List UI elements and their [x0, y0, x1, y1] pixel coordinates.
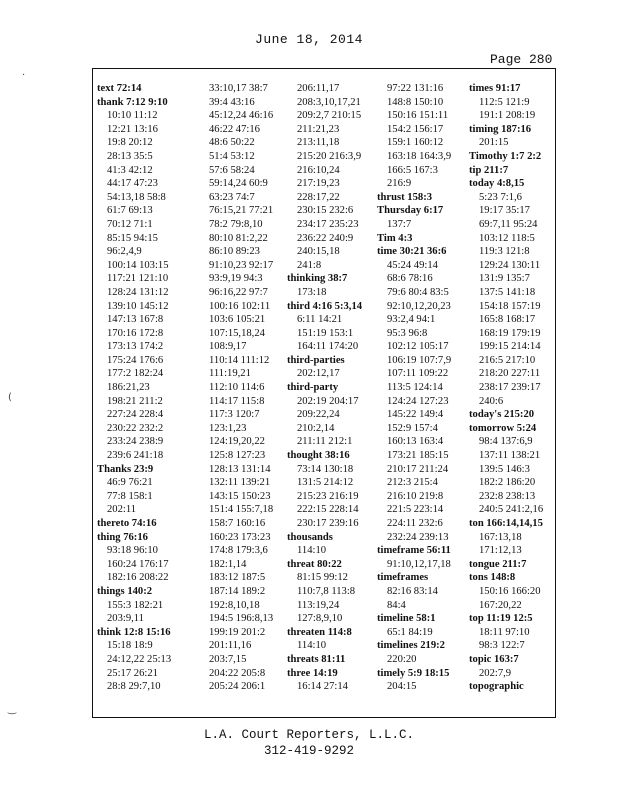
- index-reference: 220:20: [387, 653, 417, 665]
- index-reference: 63:23 74:7: [209, 191, 255, 203]
- index-term: things 140:2: [97, 585, 153, 597]
- index-reference: 232:8 238:13: [479, 490, 536, 502]
- index-reference: 61:7 69:13: [107, 205, 153, 217]
- index-reference: 92:10,12,20,23: [387, 300, 451, 312]
- index-term: tons 148:8: [469, 572, 516, 584]
- index-reference: 46:22 47:16: [209, 123, 260, 135]
- index-term: timing 187:16: [469, 123, 532, 135]
- index-reference: 203:9,11: [107, 613, 144, 625]
- index-reference: 107:15,18,24: [209, 327, 265, 339]
- index-reference: 96:2,4,9: [107, 246, 142, 258]
- index-reference: 112:10 114:6: [209, 382, 265, 394]
- index-reference: 206:11,17: [297, 83, 340, 94]
- index-reference: 128:13 131:14: [209, 463, 271, 475]
- footer-company: L.A. Court Reporters, L.L.C.: [203, 728, 415, 742]
- index-reference: 51:4 53:12: [209, 150, 255, 162]
- index-reference: 137:11 138:21: [479, 450, 541, 462]
- index-reference: 93:18 96:10: [107, 545, 158, 557]
- index-term: tip 211:7: [469, 164, 509, 176]
- index-term: threats 81:11: [287, 653, 346, 665]
- index-reference: 150:16 166:20: [479, 585, 541, 597]
- index-term: Thanks 23:9: [97, 463, 154, 475]
- index-reference: 73:14 130:18: [297, 463, 354, 475]
- index-reference: 155:3 182:21: [107, 599, 164, 611]
- index-reference: 213:11,18: [297, 137, 340, 149]
- index-reference: 240:5 241:2,16: [479, 504, 544, 516]
- index-reference: 199:19 201:2: [209, 626, 266, 638]
- scan-mark: (: [8, 392, 12, 403]
- index-reference: 227:24 228:4: [107, 409, 164, 421]
- index-term: thinking 38:7: [287, 273, 348, 285]
- index-term: thrust 158:3: [377, 191, 433, 203]
- index-reference: 234:17 235:23: [297, 218, 359, 230]
- index-reference: 160:13 163:4: [387, 436, 444, 448]
- index-reference: 85:15 94:15: [107, 232, 158, 244]
- index-reference: 77:8 158:1: [107, 490, 153, 502]
- index-reference: 98:4 137:6,9: [479, 436, 533, 448]
- index-term: ton 166:14,14,15: [469, 518, 543, 529]
- index-reference: 41:3 42:12: [107, 164, 153, 176]
- index-reference: 98:3 122:7: [479, 640, 525, 652]
- index-reference: 127:8,9,10: [297, 613, 343, 625]
- index-term: timeline 58:1: [377, 613, 436, 625]
- index-reference: 117:21 121:10: [107, 273, 169, 285]
- index-reference: 201:15: [479, 137, 509, 149]
- index-reference: 103:6 105:21: [209, 314, 266, 326]
- index-reference: 224:11 232:6: [387, 518, 443, 529]
- index-term: today's 215:20: [469, 409, 535, 421]
- index-reference: 103:12 118:5: [479, 232, 535, 244]
- index-reference: 160:23 173:23: [209, 531, 271, 543]
- index-reference: 168:19 179:19: [479, 327, 541, 339]
- index-term: thing 76:16: [97, 531, 148, 543]
- index-reference: 45:24 49:14: [387, 259, 438, 271]
- index-reference: 19:17 35:17: [479, 205, 530, 217]
- index-reference: 218:20 227:11: [479, 368, 541, 380]
- index-reference: 221:5 223:14: [387, 504, 444, 516]
- index-reference: 106:19 107:7,9: [387, 354, 452, 366]
- index-term: threat 80:22: [287, 558, 342, 570]
- index-reference: 164:11 174:20: [297, 341, 359, 353]
- index-reference: 160:24 176:17: [107, 558, 169, 570]
- index-reference: 137:7: [387, 218, 412, 230]
- index-term: thereto 74:16: [97, 518, 157, 529]
- index-reference: 173:13 174:2: [107, 341, 164, 353]
- index-reference: 95:3 96:8: [387, 327, 428, 339]
- index-reference: 201:11,16: [209, 640, 252, 652]
- footer-phone: 312-419-9292: [263, 744, 354, 758]
- index-reference: 212:3 215:4: [387, 477, 438, 489]
- index-reference: 240:15,18: [297, 246, 340, 258]
- index-reference: 147:13 167:8: [107, 314, 164, 326]
- index-term: thought 38:16: [287, 450, 350, 462]
- index-reference: 230:15 232:6: [297, 205, 354, 217]
- index-reference: 110:7,8 113:8: [297, 585, 356, 597]
- index-reference: 209:2,7 210:15: [297, 110, 362, 122]
- index-reference: 150:16 151:11: [387, 110, 449, 122]
- index-reference: 216:10,24: [297, 164, 340, 176]
- index-reference: 198:21 211:2: [107, 395, 163, 407]
- index-reference: 78:2 79:8,10: [209, 218, 263, 230]
- index-term: time 30:21 36:6: [377, 246, 447, 258]
- index-reference: 151:4 155:7,18: [209, 504, 274, 516]
- index-column-2: [199, 82, 291, 694]
- index-reference: 204:22 205:8: [209, 667, 266, 679]
- index-reference: 6:11 14:21: [297, 314, 343, 326]
- index-reference: 93:2,4 94:1: [387, 314, 436, 326]
- index-reference: 110:14 111:12: [209, 354, 270, 366]
- index-reference: 182:16 208:22: [107, 572, 169, 584]
- index-reference: 148:8 150:10: [387, 96, 444, 108]
- index-term: threaten 114:8: [287, 626, 352, 638]
- index-reference: 124:19,20,22: [209, 436, 265, 448]
- index-reference: 175:24 176:6: [107, 354, 164, 366]
- index-reference: 211:21,23: [297, 123, 340, 135]
- index-term: thank 7:12 9:10: [97, 96, 168, 108]
- index-reference: 152:9 157:4: [387, 422, 438, 434]
- index-reference: 173:21 185:15: [387, 450, 449, 462]
- index-reference: 91:10,23 92:17: [209, 259, 274, 271]
- index-term: three 14:19: [287, 667, 338, 679]
- index-reference: 91:10,12,17,18: [387, 558, 451, 570]
- index-reference: 131:5 214:12: [297, 477, 354, 489]
- index-reference: 143:15 150:23: [209, 490, 271, 502]
- index-term: tongue 211:7: [469, 558, 527, 570]
- index-reference: 139:5 146:3: [479, 463, 530, 475]
- index-reference: 100:16 102:11: [209, 300, 271, 312]
- index-reference: 44:17 47:23: [107, 178, 158, 190]
- index-term: Tim 4:3: [377, 232, 413, 244]
- index-reference: 93:9,19 94:3: [209, 273, 263, 285]
- index-reference: 210:17 211:24: [387, 463, 449, 475]
- index-term: text 72:14: [97, 83, 142, 94]
- index-reference: 187:14 189:2: [209, 585, 266, 597]
- index-frame: [92, 68, 556, 718]
- index-term: think 12:8 15:16: [97, 626, 171, 638]
- index-term: timely 5:9 18:15: [377, 667, 450, 679]
- index-reference: 12:21 13:16: [107, 123, 158, 135]
- index-reference: 217:19,23: [297, 178, 340, 190]
- index-reference: 48:6 50:22: [209, 137, 255, 149]
- index-reference: 5:23 7:1,6: [479, 191, 522, 203]
- index-reference: 208:3,10,17,21: [297, 96, 361, 108]
- index-reference: 202:7,9: [479, 667, 512, 679]
- index-reference: 113:5 124:14: [387, 382, 443, 394]
- index-reference: 170:16 172:8: [107, 327, 164, 339]
- index-term: third-party: [287, 382, 339, 394]
- index-reference: 16:14 27:14: [297, 681, 348, 693]
- index-reference: 102:12 105:17: [387, 341, 449, 353]
- index-reference: 182:1,14: [209, 558, 247, 570]
- index-reference: 10:10 11:12: [107, 110, 158, 122]
- index-reference: 159:1 160:12: [387, 137, 444, 149]
- index-reference: 202:12,17: [297, 368, 340, 380]
- index-reference: 54:13,18 58:8: [107, 191, 166, 203]
- index-reference: 177:2 182:24: [107, 368, 164, 380]
- scan-mark: ‿: [8, 704, 17, 715]
- index-reference: 97:22 131:16: [387, 83, 444, 94]
- index-reference: 238:17 239:17: [479, 382, 541, 394]
- index-reference: 28:8 29:7,10: [107, 681, 161, 693]
- index-term: times 91:17: [469, 83, 521, 94]
- index-column-3: [287, 82, 379, 694]
- index-reference: 216:9: [387, 178, 412, 190]
- index-reference: 84:4: [387, 599, 406, 611]
- page-number: Page 280: [490, 52, 553, 67]
- index-reference: 151:19 153:1: [297, 327, 354, 339]
- index-reference: 210:2,14: [297, 422, 335, 434]
- index-reference: 167:13,18: [479, 531, 522, 543]
- scan-mark: ·: [22, 70, 26, 81]
- index-term: Timothy 1:7 2:2: [469, 150, 542, 162]
- index-reference: 82:16 83:14: [387, 585, 438, 597]
- index-reference: 131:9 135:7: [479, 273, 530, 285]
- index-reference: 24:12,22 25:13: [107, 653, 172, 665]
- index-reference: 182:2 186:20: [479, 477, 536, 489]
- index-reference: 191:1 208:19: [479, 110, 536, 122]
- index-reference: 132:11 139:21: [209, 477, 271, 489]
- index-term: thousands: [287, 531, 333, 543]
- index-reference: 28:13 35:5: [107, 150, 153, 162]
- index-reference: 183:12 187:5: [209, 572, 266, 584]
- index-reference: 222:15 228:14: [297, 504, 359, 516]
- index-term: topographic: [469, 681, 524, 693]
- index-reference: 124:24 127:23: [387, 395, 449, 407]
- index-reference: 65:1 84:19: [387, 626, 433, 638]
- index-term: topic 163:7: [469, 653, 519, 665]
- index-reference: 230:22 232:2: [107, 422, 164, 434]
- index-term: today 4:8,15: [469, 178, 525, 190]
- index-reference: 70:12 71:1: [107, 218, 153, 230]
- index-reference: 139:10 145:12: [107, 300, 169, 312]
- index-reference: 240:6: [479, 395, 504, 407]
- index-reference: 186:21,23: [107, 382, 150, 394]
- index-column-4: [377, 82, 469, 694]
- index-reference: 125:8 127:23: [209, 450, 266, 462]
- index-reference: 96:16,22 97:7: [209, 286, 268, 298]
- index-reference: 171:12,13: [479, 545, 522, 557]
- index-reference: 211:11 212:1: [297, 436, 353, 448]
- index-reference: 216:5 217:10: [479, 354, 536, 366]
- index-reference: 194:5 196:8,13: [209, 613, 274, 625]
- index-reference: 205:24 206:1: [209, 681, 266, 693]
- index-reference: 154:2 156:17: [387, 123, 444, 135]
- index-term: timelines 219:2: [377, 640, 445, 652]
- index-reference: 39:4 43:16: [209, 96, 255, 108]
- index-reference: 18:11 97:10: [479, 626, 530, 638]
- index-reference: 128:24 131:12: [107, 286, 169, 298]
- index-reference: 68:6 78:16: [387, 273, 433, 285]
- index-reference: 215:23 216:19: [297, 490, 359, 502]
- index-reference: 241:8: [297, 259, 322, 271]
- index-reference: 86:10 89:23: [209, 246, 260, 258]
- index-term: top 11:19 12:5: [469, 613, 533, 625]
- index-term: timeframes: [377, 572, 429, 584]
- index-reference: 202:11: [107, 504, 137, 516]
- index-reference: 25:17 26:21: [107, 667, 158, 679]
- index-reference: 119:3 121:8: [479, 246, 530, 258]
- index-reference: 202:19 204:17: [297, 395, 359, 407]
- index-reference: 239:6 241:18: [107, 450, 164, 462]
- index-reference: 59:14,24 60:9: [209, 178, 268, 190]
- index-term: timeframe 56:11: [377, 545, 451, 557]
- index-reference: 123:1,23: [209, 422, 247, 434]
- index-reference: 232:24 239:13: [387, 531, 449, 543]
- index-reference: 80:10 81:2,22: [209, 232, 268, 244]
- index-reference: 216:10 219:8: [387, 490, 444, 502]
- index-term: Thursday 6:17: [377, 205, 444, 217]
- index-reference: 167:20,22: [479, 599, 522, 611]
- index-reference: 107:11 109:22: [387, 368, 449, 380]
- index-reference: 117:3 120:7: [209, 409, 260, 421]
- index-reference: 166:5 167:3: [387, 164, 438, 176]
- index-reference: 199:15 214:14: [479, 341, 541, 353]
- index-reference: 100:14 103:15: [107, 259, 169, 271]
- index-reference: 46:9 76:21: [107, 477, 153, 489]
- index-reference: 158:7 160:16: [209, 518, 266, 529]
- index-reference: 79:6 80:4 83:5: [387, 286, 449, 298]
- index-reference: 57:6 58:24: [209, 164, 255, 176]
- index-reference: 81:15 99:12: [297, 572, 348, 584]
- index-reference: 111:19,21: [209, 368, 251, 380]
- index-reference: 137:5 141:18: [479, 286, 536, 298]
- index-reference: 174:8 179:3,6: [209, 545, 268, 557]
- index-reference: 15:18 18:9: [107, 640, 153, 652]
- index-reference: 215:20 216:3,9: [297, 150, 362, 162]
- index-reference: 33:10,17 38:7: [209, 83, 268, 94]
- index-reference: 114:10: [297, 640, 327, 652]
- index-reference: 165:8 168:17: [479, 314, 536, 326]
- index-reference: 69:7,11 95:24: [479, 218, 538, 230]
- index-reference: 45:12,24 46:16: [209, 110, 274, 122]
- index-reference: 204:15: [387, 681, 417, 693]
- index-reference: 129:24 130:11: [479, 259, 541, 271]
- index-reference: 108:9,17: [209, 341, 247, 353]
- index-reference: 113:19,24: [297, 599, 340, 611]
- index-reference: 192:8,10,18: [209, 599, 260, 611]
- index-term: tomorrow 5:24: [469, 422, 537, 434]
- index-reference: 112:5 121:9: [479, 96, 530, 108]
- index-reference: 230:17 239:16: [297, 518, 359, 529]
- index-reference: 114:10: [297, 545, 327, 557]
- index-reference: 228:17,22: [297, 191, 340, 203]
- index-reference: 145:22 149:4: [387, 409, 444, 421]
- index-reference: 19:8 20:12: [107, 137, 153, 149]
- index-reference: 233:24 238:9: [107, 436, 164, 448]
- index-reference: 173:18: [297, 286, 327, 298]
- index-term: third-parties: [287, 354, 345, 366]
- index-reference: 203:7,15: [209, 653, 247, 665]
- index-reference: 114:17 115:8: [209, 395, 265, 407]
- page-date: June 18, 2014: [255, 32, 363, 47]
- index-reference: 163:18 164:3,9: [387, 150, 452, 162]
- index-reference: 76:15,21 77:21: [209, 205, 274, 217]
- index-reference: 209:22,24: [297, 409, 340, 421]
- index-reference: 236:22 240:9: [297, 232, 354, 244]
- index-column-5: [469, 82, 561, 694]
- index-term: third 4:16 5:3,14: [287, 300, 363, 312]
- index-column-1: [97, 82, 189, 694]
- index-reference: 154:18 157:19: [479, 300, 541, 312]
